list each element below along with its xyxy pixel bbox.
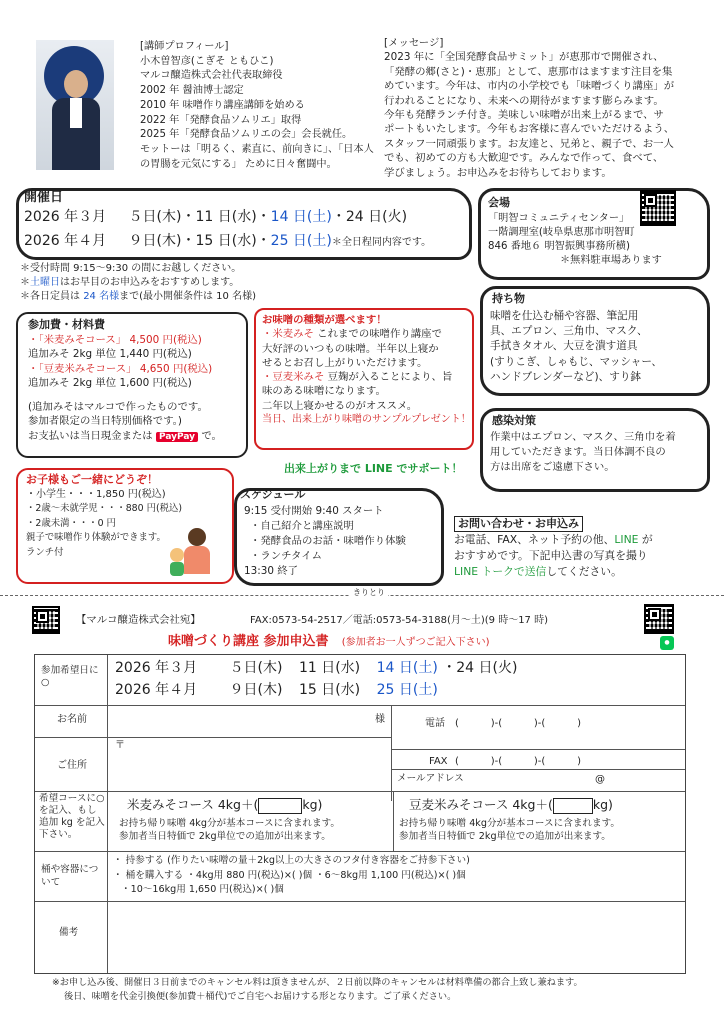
profile-line: の胃腸を元気にする」 ために日々奮闘中。 — [140, 158, 337, 170]
form-date-label: 参加希望日に○ — [41, 665, 99, 689]
form-title: 味噌づくり講座 参加申込書 — [168, 634, 329, 649]
form-container-label: 桶や容器について — [41, 864, 99, 888]
message-line: めています。今年は、市内の小学校でも「味噌づくり講座」が — [384, 80, 675, 93]
form-footnote: ※お申し込み後、開催日３日前までのキャンセル料は頂きませんが、２日前以降のキャンセルは材料準備の都合上致し兼ねます。 後日、味噌を代金引換便(参加費＋桶代)でご自宅へお届けする形となります。ご了承ください。 — [52, 977, 583, 1002]
message-line: ポートもいたします。今年もお客様に喜んでいただけるよう、 — [384, 123, 675, 136]
form-remarks-field[interactable] — [109, 903, 683, 971]
fee-text: ・「米麦みそコース」 4,500 円(税込) 追加みそ 2kg 単位 1,440 円(税込) ・「豆麦米みそコース」 4,650 円(税込) 追加みそ 2kg 単位 1,600 円(税込) (追加みそはマルコで作ったものです。 参加者限定の当日特別価格です。) お支払いは当日現金または PayPay で。 — [28, 334, 222, 442]
infection-text: 作業中はエプロン、マスク、三角巾を着 用していただきます。当日体調不良の 方は出席をご遠慮下さい。 — [490, 431, 676, 473]
paypay-logo: PayPay — [156, 432, 198, 442]
form-course-2-note: お持ち帰り味噌 4kg分が基本コースに含まれます。 参加者当日特価で 2kg単位での追加が出来ます。 — [399, 818, 621, 842]
profile-line: モットーは「明るく、素直に、前向きに」、「日本人 — [140, 143, 374, 155]
line-support-text: 出来上がりまで LINE でサポート！ — [284, 462, 463, 475]
form-course-1-kg-input[interactable] — [258, 798, 302, 814]
form-name-field[interactable] — [109, 707, 389, 735]
form-fax-label: FAX — [429, 756, 448, 767]
form-date-row-1[interactable]: 2026 年３月 ５日(木) 11 日(水) 14 日(土) ・24 日(火) — [115, 660, 518, 676]
schedule-row: 2026 年４月 ９日(木)・15 日(水)・25 日(土)＊全日程同内容です。 — [24, 233, 432, 249]
fee-heading: 参加費・材料費 — [28, 318, 105, 331]
profile-line: 2002 年 醤油博士認定 — [140, 85, 244, 97]
form-qr-code-right[interactable] — [644, 604, 674, 634]
profile-line: 小木曽智彦(こぎそ ともひこ) — [140, 55, 274, 67]
kids-illustration — [168, 528, 220, 576]
infection-heading: 感染対策 — [492, 414, 536, 427]
application-form — [34, 654, 686, 974]
form-tel-field[interactable]: ( )-( )-( ) — [455, 718, 581, 729]
profile-line: 2025 年「発酵食品ソムリエの会」会長就任。 — [140, 129, 353, 141]
form-tel-label: 電話 — [425, 718, 445, 729]
message-block — [384, 36, 704, 180]
profile-line: 2010 年 味噌作り講座講師を始める — [140, 99, 305, 111]
items-heading: 持ち物 — [492, 292, 525, 305]
form-address-label: ご住所 — [57, 760, 87, 771]
form-course-2-kg-input[interactable] — [553, 798, 593, 814]
form-course-1-note: お持ち帰り味噌 4kg分が基本コースに含まれます。 参加者当日特価で 2kg単位での追加が出来ます。 — [119, 818, 341, 842]
instructor-photo — [36, 40, 114, 170]
timetable-heading: スケジュール — [240, 488, 306, 501]
schedule-notes: ＊受付時間 9:15～9:30 の間にお越しください。 ＊土曜日はお早目のお申込みをおすすめします。 ＊各日定員は 24 名様まで(最小開催条件は 10 名様) — [20, 263, 256, 302]
form-email-field[interactable]: @ — [595, 774, 605, 785]
line-icon[interactable]: ● — [660, 636, 674, 650]
form-date-row-2[interactable]: 2026 年４月 ９日(木) 15 日(水) 25 日(土) — [115, 682, 438, 698]
message-line: スタッフ一同頑張ります。お友達と、兄弟と、親子で、お一人 — [384, 137, 674, 150]
message-line: 「発酵の郷(さと)・恵那」として、恵那市はますます注目を集 — [384, 65, 673, 78]
contact-text: お電話、FAX、ネット予約の他、LINE が おすすめです。下記申込書の写真を撮り LINE トークで送信してください。 — [454, 533, 653, 578]
form-course-1[interactable]: 米麦みそコース 4kg＋( kg) — [127, 797, 323, 812]
profile-line: 2022 年「発酵食品ソムリエ」取得 — [140, 114, 302, 126]
form-postal-mark: 〒 — [115, 740, 125, 751]
profile-line: マルコ醸造株式会社代表取締役 — [140, 70, 283, 82]
miso-types-text: お味噌の種類が選べます！ ・米麦みそ これまでの味噌作り講座で 大好評のいつもの味噌。半年以上寝か せるとお召し上がりいただけます。 ・豆麦米みそ 豆麹が入ることにより、旨 味のある味噌になります。 二年以上寝かせるのがオススメ。 当日、出来上がり味噌のサンプルプレゼント！ — [262, 314, 471, 426]
form-remarks-label: 備考 — [59, 927, 79, 938]
cut-label: きりとり — [350, 588, 388, 598]
contact-heading: お問い合わせ・お申込み — [454, 516, 583, 532]
message-line: でも、初めての方も大歓迎です。みんなで作って、食べて、 — [384, 152, 664, 165]
schedule-heading: 開催日 — [24, 190, 64, 205]
form-fax-field[interactable]: ( )-( )-( ) — [455, 756, 581, 767]
form-title-row — [168, 634, 490, 651]
kids-text: お子様もご一緒にどうぞ！ ・小学生・・・1,850 円(税込) ・2歳～未就学児・・・880 円(税込) ・2歳未満・・・0 円 親子で味噌作り体験ができます。 ランチ付 — [26, 473, 183, 558]
form-name-label: お名前 — [57, 714, 87, 725]
message-line: 今年も発酵ランチ付き。美味しい味噌が出来上がるまで、サ — [384, 109, 664, 122]
message-line: 学びましょう。お申込みをお待ちしております。 — [384, 166, 612, 179]
venue-text: 「明智コミュニティセンター」 一階調理室(岐阜県恵那市明智町 846 番地６ 明智振興事務所横) ＊無料駐車場あります — [488, 213, 662, 266]
form-contact-numbers: FAX:0573-54-2517／電話:0573-54-3188(月～土)(9 時～17 時) — [250, 615, 548, 626]
form-title-note: (参加者お一人ずつご記入下さい) — [341, 637, 490, 648]
items-text: 味噌を仕込む桶や容器、筆記用 具、エプロン、三角巾、マスク、 手拭きタオル、大豆を潰す道具 (すりこぎ、しゃもじ、マッシャー、 ハンドブレンダーなど)、すり鉢 — [490, 310, 663, 383]
profile-heading: [講師プロフィール] — [140, 41, 229, 52]
instructor-profile — [140, 40, 380, 172]
form-name-suffix: 様 — [375, 714, 385, 725]
message-line: 2023 年に「全国発酵食品サミット」が恵那市で開催され、 — [384, 51, 664, 64]
form-container-options[interactable]: ・ 持参する (作りたい味噌の量＋2kg以上の大きさのフタ付き容器をご持参下さい) ・ 桶を購入する ・4kg用 880 円(税込)×( )個 ・6～8kg用 1,100 円(税込)×( )個 ・10～16kg用 1,650 円(税込)×( )個 — [113, 855, 470, 895]
form-recipient: 【マルコ醸造株式会社宛】 — [76, 614, 201, 626]
form-qr-code-left[interactable] — [32, 606, 60, 634]
message-line: 行われることになり、未来への期待がますます膨らみます。 — [384, 94, 664, 107]
message-heading: [メッセージ] — [384, 37, 444, 49]
schedule-row: 2026 年３月 ５日(木)・11 日(水)・14 日(土)・24 日(火) — [24, 209, 408, 225]
timetable-text: 9:15 受付開始 9:40 スタート ・自己紹介と講座説明 ・発酵食品のお話・味噌作り体験 ・ランチタイム 13:30 終了 — [244, 505, 406, 577]
form-course-2[interactable]: 豆麦米みそコース 4kg＋( kg) — [409, 797, 613, 812]
form-course-label: 希望コースに○を記入、もし追加 kg を記入下さい。 — [39, 793, 105, 840]
form-email-label: メールアドレス — [397, 773, 464, 784]
venue-heading: 会場 — [488, 196, 510, 209]
